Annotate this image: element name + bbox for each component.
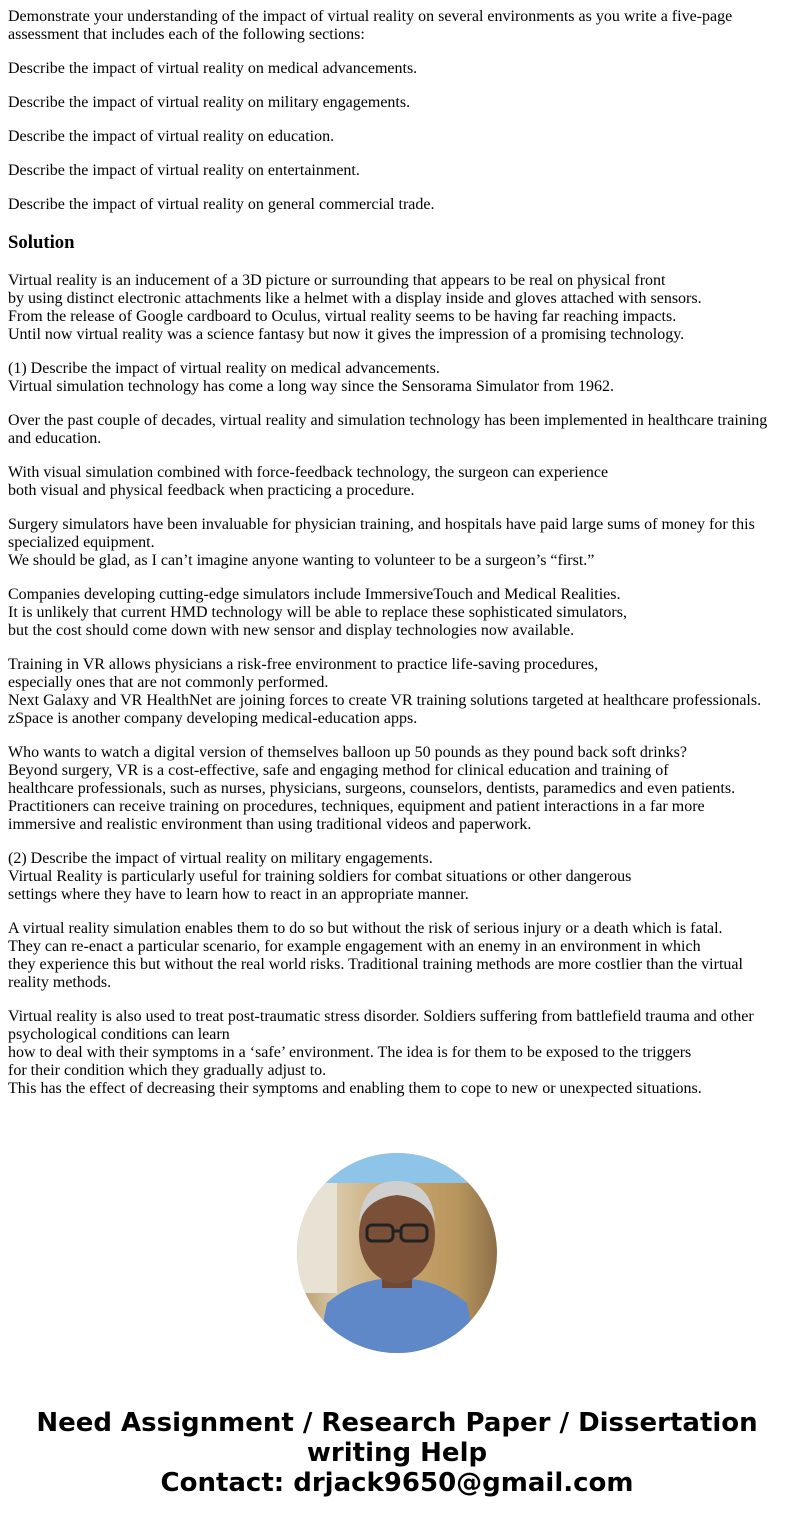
text-line: A virtual reality simulation enables them to do so but without the risk of serious injury or a death which is fatal. [8,920,723,937]
text-line: Virtual reality is an inducement of a 3D picture or surrounding that appears to be real on physical front [8,272,666,289]
solution-paragraph [8,1008,786,1098]
text-line: From the release of Google cardboard to Oculus, virtual reality seems to be having far reaching impacts. [8,308,677,325]
solution-section [8,272,786,1098]
text-line: Next Galaxy and VR HealthNet are joining forces to create VR training solutions targeted at healthcare professionals. [8,692,762,709]
banner-headline: Need Assignment / Research Paper / Dissertation writing Help [36,1408,758,1468]
solution-paragraph [8,656,786,728]
text-line: Virtual reality is also used to treat post-traumatic stress disorder. Soldiers suffering from battlefield trauma and other psychological conditions can learn [8,1008,754,1043]
solution-paragraph [8,272,786,344]
text-line: healthcare professionals, such as nurses, physicians, surgeons, counselors, dentists, paramedics and even patients. [8,780,736,797]
question-paragraph [8,60,786,78]
contact-banner [8,1408,786,1498]
text-line: assessment that includes each of the following sections: [8,26,365,43]
text-line: zSpace is another company developing medical-education apps. [8,710,418,727]
solution-paragraph [8,586,786,640]
author-photo-container [8,1153,786,1358]
question-paragraph [8,196,786,214]
text-line: It is unlikely that current HMD technology will be able to replace these sophisticated simulators, [8,604,627,621]
text-line: settings where they have to learn how to react in an appropriate manner. [8,886,469,903]
text-line: Surgery simulators have been invaluable for physician training, and hospitals have paid large sums of money for this specialized equipment. [8,516,755,551]
solution-paragraph [8,464,786,500]
text-line: Virtual Reality is particularly useful for training soldiers for combat situations or other dangerous [8,868,632,885]
solution-heading: Solution [8,232,75,253]
text-line: Who wants to watch a digital version of themselves balloon up 50 pounds as they pound back soft drinks? [8,744,687,761]
text-line: Describe the impact of virtual reality on military engagements. [8,94,411,111]
author-photo [297,1153,497,1353]
text-line: for their condition which they gradually adjust to. [8,1062,327,1079]
text-line: Companies developing cutting-edge simulators include ImmersiveTouch and Medical Realities. [8,586,621,603]
text-line: Training in VR allows physicians a risk-free environment to practice life-saving procedures, [8,656,599,673]
text-line: Demonstrate your understanding of the impact of virtual reality on several environments as you write a five-page [8,8,733,25]
text-line: especially ones that are not commonly performed. [8,674,329,691]
text-line: immersive and realistic environment than using traditional videos and paperwork. [8,816,532,833]
solution-paragraph [8,360,786,396]
text-line: Beyond surgery, VR is a cost-effective, safe and engaging method for clinical education and training of [8,762,669,779]
solution-paragraph [8,920,786,992]
text-line: (1) Describe the impact of virtual reality on medical advancements. [8,360,440,377]
text-line: both visual and physical feedback when practicing a procedure. [8,482,415,499]
question-paragraph [8,128,786,146]
question-paragraph [8,8,786,44]
text-line: they experience this but without the real world risks. Traditional training methods are more costlier than the virtual reality methods. [8,956,743,991]
text-line: Describe the impact of virtual reality on entertainment. [8,162,360,179]
text-line: Describe the impact of virtual reality on education. [8,128,335,145]
question-paragraph [8,94,786,112]
solution-paragraph [8,516,786,570]
banner-contact: Contact: drjack9650@gmail.com [160,1468,634,1498]
text-line: This has the effect of decreasing their symptoms and enabling them to cope to new or unexpected situations. [8,1080,702,1097]
text-line: We should be glad, as I can’t imagine anyone wanting to volunteer to be a surgeon’s “first.” [8,552,595,569]
text-line: Describe the impact of virtual reality on medical advancements. [8,60,418,77]
text-line: (2) Describe the impact of virtual reality on military engagements. [8,850,433,867]
text-line: Describe the impact of virtual reality on general commercial trade. [8,196,435,213]
text-line: how to deal with their symptoms in a ‘safe’ environment. The idea is for them to be exposed to the triggers [8,1044,692,1061]
text-line: They can re-enact a particular scenario, for example engagement with an enemy in an environment in which [8,938,701,955]
solution-paragraph [8,412,786,448]
text-line: by using distinct electronic attachments like a helmet with a display inside and gloves attached with sensors. [8,290,702,307]
text-line: but the cost should come down with new sensor and display technologies now available. [8,622,575,639]
solution-paragraph [8,850,786,904]
person-portrait-icon [297,1153,497,1353]
text-line: With visual simulation combined with force-feedback technology, the surgeon can experience [8,464,609,481]
text-line: Over the past couple of decades, virtual reality and simulation technology has been implemented in healthcare training and education. [8,412,768,447]
text-line: Virtual simulation technology has come a long way since the Sensorama Simulator from 1962. [8,378,615,395]
question-paragraph [8,162,786,180]
solution-paragraph [8,744,786,834]
question-section [8,8,786,214]
text-line: Practitioners can receive training on procedures, techniques, equipment and patient interactions in a far more [8,798,705,815]
text-line: Until now virtual reality was a science fantasy but now it gives the impression of a promising technology. [8,326,685,343]
